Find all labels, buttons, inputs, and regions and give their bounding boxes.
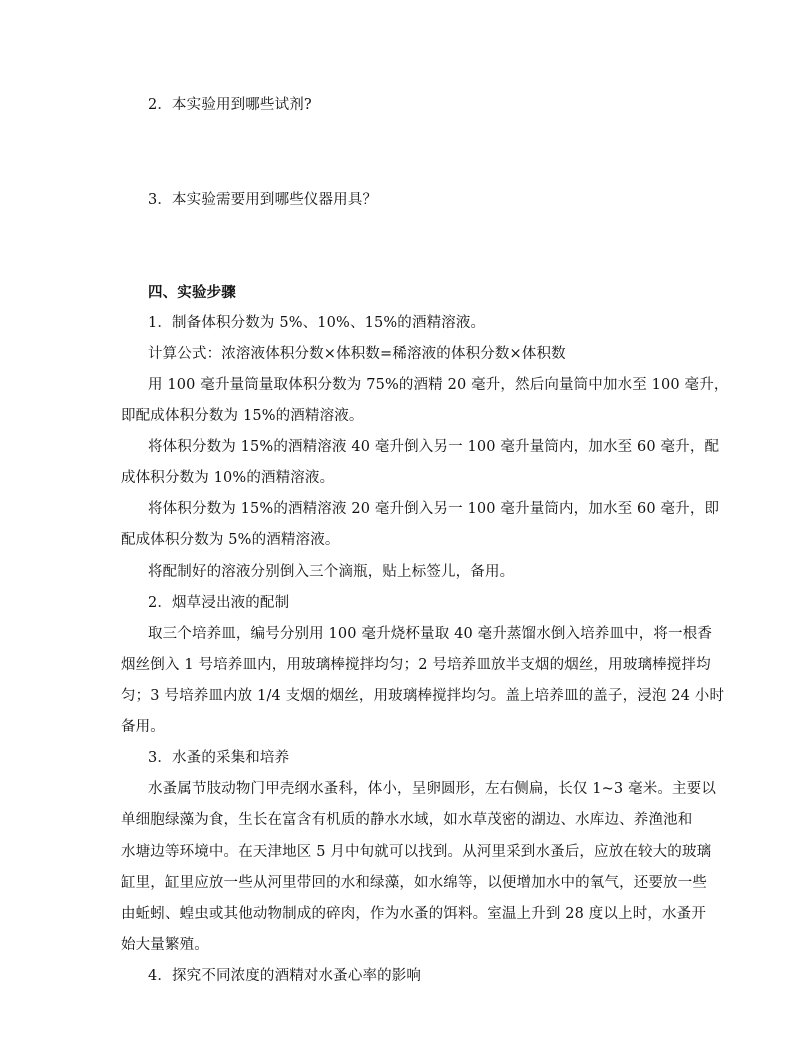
step2-paragraph-line: 取三个培养皿，编号分别用 100 毫升烧杯量取 40 毫升蒸馏水倒入培养皿中，将一根香 — [148, 626, 713, 642]
step4-heading: 4．探究不同浓度的酒精对水蚤心率的影响 — [148, 968, 422, 984]
step1-paragraph-line: 即配成体积分数为 15%的酒精溶液。 — [121, 408, 364, 424]
step1-paragraph-line: 将体积分数为 15%的酒精溶液 40 毫升倒入另一 100 毫升量筒内，加水至 60 毫升，配 — [148, 439, 720, 455]
step3-heading: 3．水蚤的采集和培养 — [148, 750, 290, 766]
step2-paragraph-line: 匀；3 号培养皿内放 1/4 支烟的烟丝，用玻璃棒搅拌均匀。盖上培养皿的盖子，浸泡 24 小时 — [121, 688, 725, 704]
step1-paragraph-line: 将体积分数为 15%的酒精溶液 20 毫升倒入另一 100 毫升量筒内，加水至 60 毫升，即 — [148, 501, 720, 517]
step3-paragraph-line: 水蚤属节肢动物门甲壳纲水蚤科，体小，呈卵圆形，左右侧扁，长仅 1~3 毫米。主要以 — [148, 781, 716, 797]
question-3: 3．本实验需要用到哪些仪器用具？ — [148, 192, 378, 208]
section-title: 四、实验步骤 — [148, 285, 236, 301]
step1-paragraph-line: 成体积分数为 10%的酒精溶液。 — [121, 470, 335, 486]
step2-paragraph-line: 备用。 — [121, 719, 165, 735]
step2-heading: 2．烟草浸出液的配制 — [148, 595, 290, 611]
step3-paragraph-line: 始大量繁殖。 — [121, 937, 209, 953]
step3-paragraph-line: 单细胞绿藻为食，生长在富含有机质的静水水域，如水草茂密的湖边、水库边、养渔池和 — [121, 812, 693, 828]
question-2: 2．本实验用到哪些试剂? — [148, 97, 312, 113]
step3-paragraph-line: 缸里，缸里应放一些从河里带回的水和绿藻，如水绵等，以便增加水中的氧气，还要放一些 — [121, 875, 707, 891]
step3-paragraph-line: 由蚯蚓、蝗虫或其他动物制成的碎肉，作为水蚤的饵料。室温上升到 28 度以上时，水蚤开 — [121, 906, 706, 922]
step1-paragraph-line: 配成体积分数为 5%的酒精溶液。 — [121, 532, 340, 548]
step1-formula: 计算公式：浓溶液体积分数×体积数=稀溶液的体积分数×体积数 — [148, 346, 566, 362]
step1-heading: 1．制备体积分数为 5%、10%、15%的酒精溶液。 — [148, 315, 486, 331]
step1-paragraph-line: 将配制好的溶液分别倒入三个滴瓶，贴上标签儿，备用。 — [148, 564, 515, 580]
step3-paragraph-line: 水塘边等环境中。在天津地区 5 月中旬就可以找到。从河里采到水蚤后，应放在较大的玻璃 — [121, 844, 712, 860]
step1-paragraph-line: 用 100 毫升量筒量取体积分数为 75%的酒精 20 毫升，然后向量筒中加水至 100 毫升， — [148, 377, 729, 393]
step2-paragraph-line: 烟丝倒入 1 号培养皿内，用玻璃棒搅拌均匀；2 号培养皿放半支烟的烟丝，用玻璃棒搅拌均 — [121, 657, 711, 673]
